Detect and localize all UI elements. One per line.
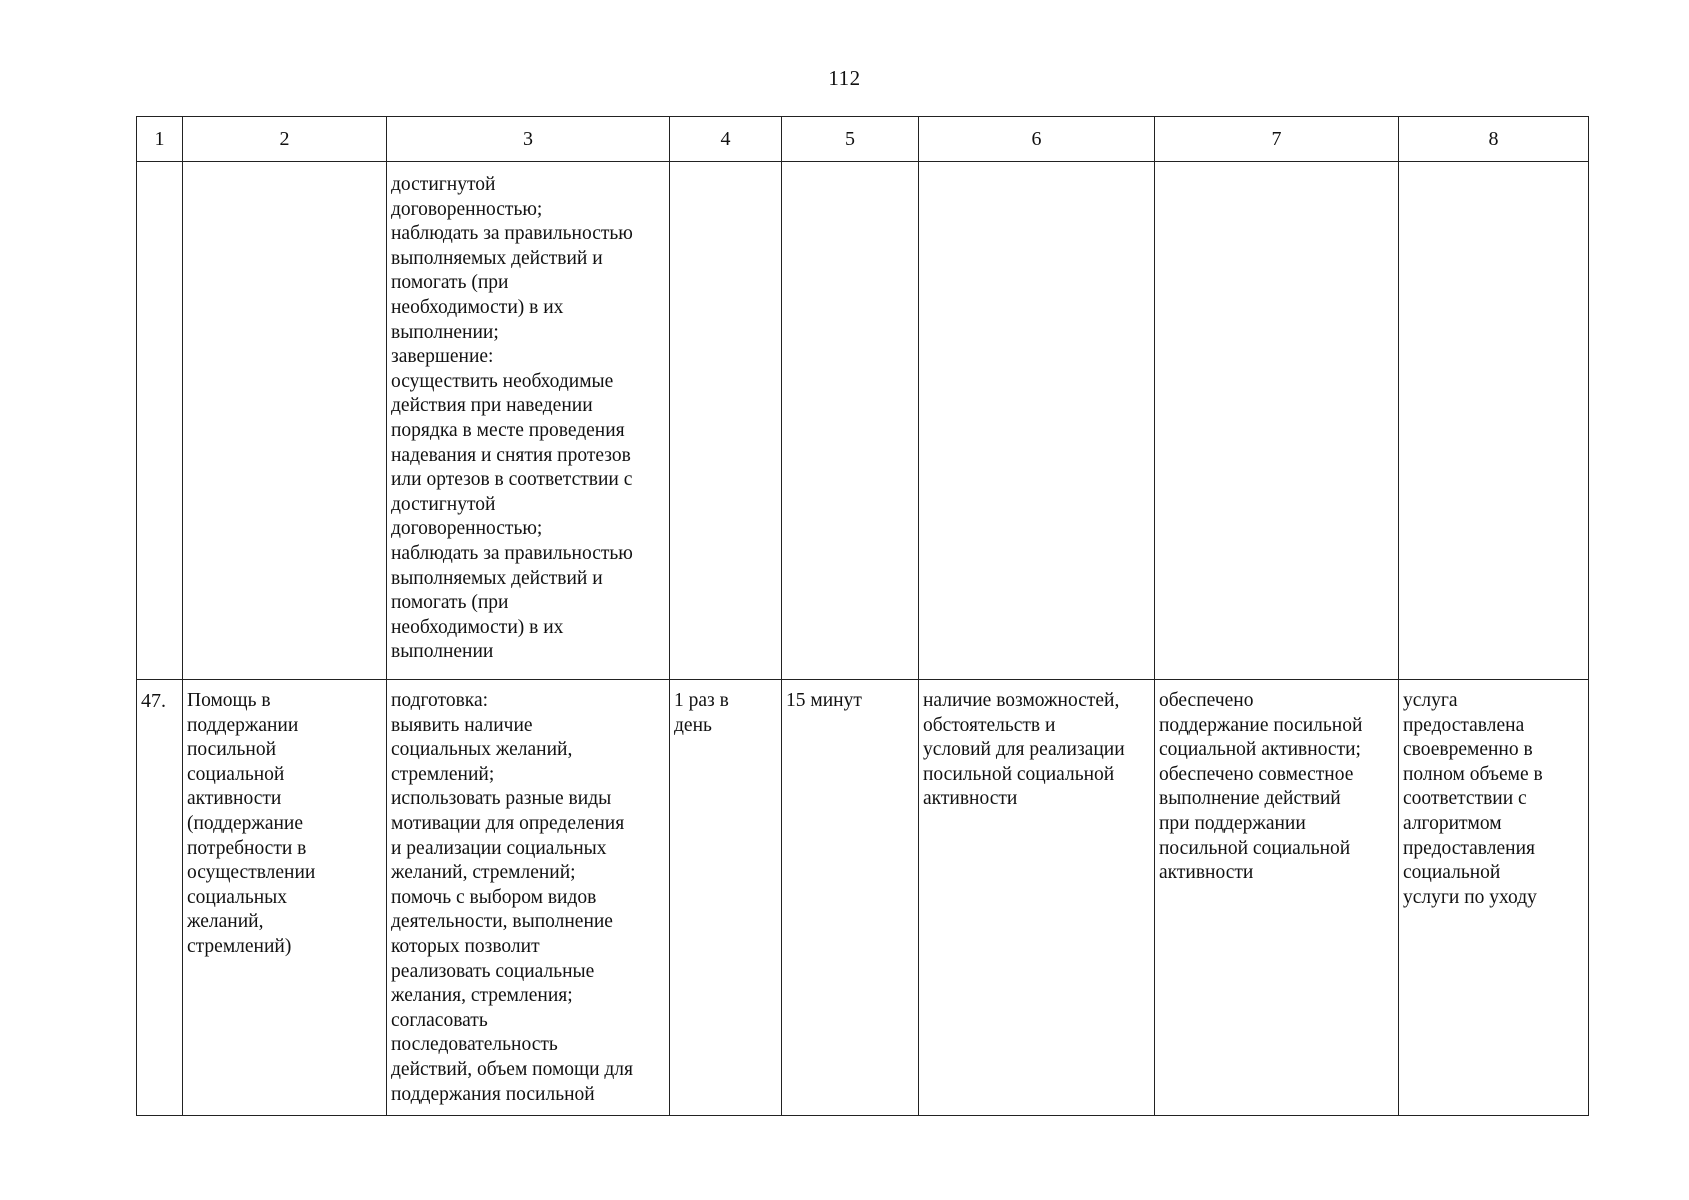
algorithm-line: действий, объем помощи для [391,1058,634,1080]
algorithm-line: желаний, стремлений; [391,862,576,884]
cont-col3-line: достигнутой [391,174,496,195]
algorithm-line: согласовать [391,1009,488,1031]
cont-col3-line: помогать (при [391,272,509,294]
quality-line: услуга [1403,690,1458,711]
cont-col3-line: необходимости) в их [391,296,564,318]
column-number-4: 4 [670,117,782,162]
cont-col6-cell [919,162,1155,680]
result-line: выполнение действий [1159,788,1341,810]
result-line: посильной социальной [1159,837,1351,859]
cont-col7-cell [1155,162,1399,680]
cont-col3-line: договоренностью; [391,518,543,540]
result-line: активности [1159,862,1254,884]
frequency-line: день [674,714,712,736]
row-47-number [137,680,183,1116]
column-number-2: 2 [183,117,387,162]
algorithm-line: поддержания посильной [391,1083,595,1105]
cont-col3-line: надевания и снятия протезов [391,444,631,466]
frequency-line: 1 раз в [674,690,729,711]
service-name-line: поддержании [187,714,299,736]
row-47-service-name [183,680,387,1116]
conditions-line: наличие возможностей, [923,690,1120,711]
service-name-line: (поддержание [187,812,304,834]
cont-col3-line: договоренностью; [391,198,543,220]
algorithm-line: социальных желаний, [391,739,573,761]
cont-col5-cell [782,162,919,680]
continuation-row [137,162,1589,680]
algorithm-line: последовательность [391,1034,558,1056]
cont-col3-line: порядка в месте проведения [391,419,625,441]
algorithm-line: которых позволит [391,935,540,957]
column-number-6: 6 [919,117,1155,162]
quality-line: социальной [1403,862,1501,884]
result-line: при поддержании [1159,812,1306,834]
result-line: обеспечено [1159,690,1254,711]
algorithm-line: выявить наличие [391,714,533,736]
row-47-result [1155,680,1399,1116]
row-number: 47. [141,690,166,712]
cont-col2-cell [183,162,387,680]
conditions-line: посильной социальной [923,763,1115,785]
cont-col3-line: выполняемых действий и [391,247,603,269]
result-line: социальной активности; [1159,739,1361,761]
service-name-line: потребности в [187,837,307,859]
cont-col3-line: действия при наведении [391,395,593,417]
service-name-line: стремлений) [187,935,292,957]
cont-col3-line: достигнутой [391,493,496,515]
algorithm-line: реализовать социальные [391,960,595,982]
service-name-line: желаний, [187,911,264,933]
cont-col3-cell [387,162,670,680]
algorithm-line: стремлений; [391,763,495,785]
quality-line: своевременно в [1403,739,1533,761]
cont-col3-line: помогать (при [391,592,509,614]
table-row-47 [137,680,1589,1116]
column-number-7: 7 [1155,117,1399,162]
quality-line: предоставлена [1403,714,1525,736]
algorithm-line: использовать разные виды [391,788,612,810]
column-number-row [137,117,1589,162]
service-name-line: активности [187,788,282,810]
result-line: поддержание посильной [1159,714,1363,736]
conditions-line: обстоятельств и [923,714,1056,736]
row-47-duration [782,680,919,1116]
row-47-conditions [919,680,1155,1116]
service-name-line: социальных [187,886,288,908]
cont-col3-line: выполнении [391,641,494,663]
services-table [136,116,1589,1116]
result-line: обеспечено совместное [1159,763,1354,785]
cont-col3-line: выполняемых действий и [391,567,603,589]
cont-col3-line: выполнении; [391,321,499,343]
cont-col3-line: осуществить необходимые [391,370,614,392]
cont-col3-line: или ортезов в соответствии с [391,469,633,491]
service-name-line: социальной [187,763,285,785]
column-number-1: 1 [137,117,183,162]
cont-col4-cell [670,162,782,680]
conditions-line: активности [923,788,1018,810]
row-47-quality [1399,680,1589,1116]
cont-col3-line: завершение: [391,346,494,368]
service-name-line: посильной [187,739,277,761]
quality-line: услуги по уходу [1403,886,1537,908]
conditions-line: условий для реализации [923,739,1125,761]
column-number-8: 8 [1399,117,1589,162]
cont-col3-line: наблюдать за правильностью [391,223,633,245]
quality-line: предоставления [1403,837,1535,859]
cont-col8-cell [1399,162,1589,680]
column-number-3: 3 [387,117,670,162]
row-47-frequency [670,680,782,1116]
algorithm-line: и реализации социальных [391,837,607,859]
cont-col3-line: необходимости) в их [391,616,564,638]
algorithm-line: желания, стремления; [391,985,573,1007]
algorithm-line: деятельности, выполнение [391,911,613,933]
quality-line: соответствии с [1403,788,1527,810]
row-47-algorithm [387,680,670,1116]
cont-col3-line: наблюдать за правильностью [391,542,633,564]
quality-line: алгоритмом [1403,812,1502,834]
duration-line: 15 минут [786,690,862,711]
algorithm-line: подготовка: [391,690,489,711]
service-name-line: осуществлении [187,862,316,884]
page-number: 112 [828,66,861,90]
column-number-5: 5 [782,117,919,162]
cont-col1-cell [137,162,183,680]
algorithm-line: мотивации для определения [391,812,625,834]
service-name-line: Помощь в [187,690,271,711]
algorithm-line: помочь с выбором видов [391,886,597,908]
quality-line: полном объеме в [1403,763,1543,785]
